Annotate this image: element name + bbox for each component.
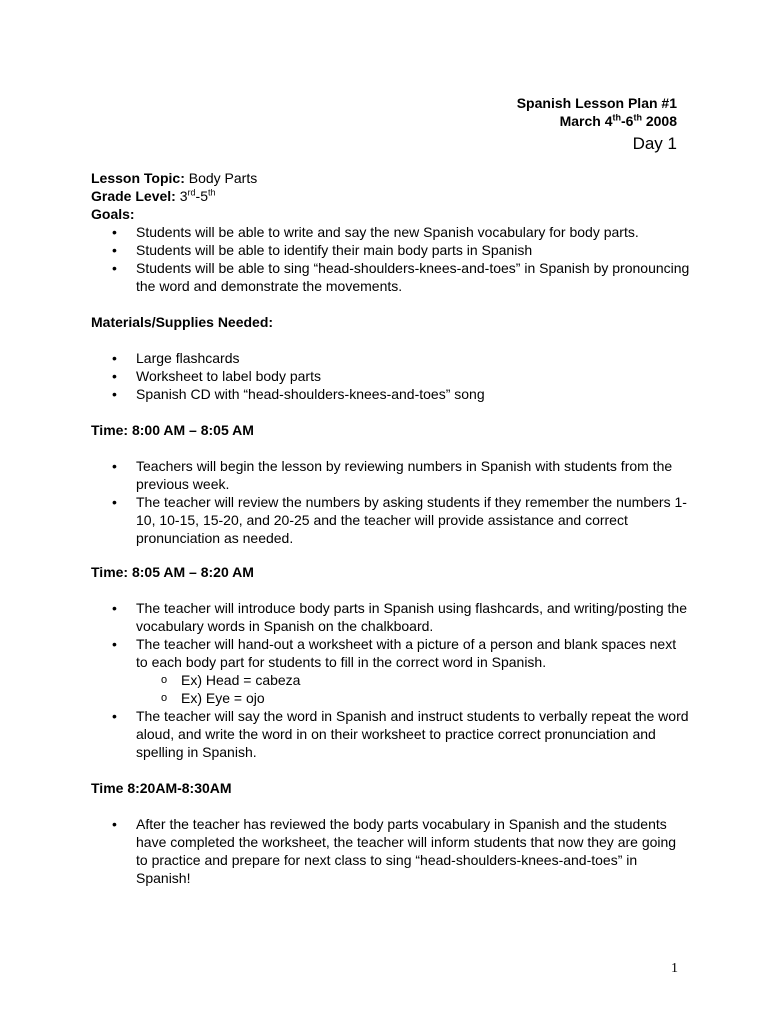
- date-sup-1: th: [612, 112, 621, 123]
- grade-level: [91, 187, 691, 205]
- section-1-list: [91, 457, 691, 547]
- list-item: • Large flashcards: [136, 349, 691, 367]
- list-item: • Students will be able to sing “head-shoulders-knees-and-toes” in Spanish by pronouncing the word and demonstrate the movements.: [136, 259, 691, 295]
- list-item: • Spanish CD with “head-shoulders-knees-and-toes” song: [136, 385, 691, 403]
- grade-value-b: -5: [195, 188, 208, 204]
- list-item: • After the teacher has reviewed the body parts vocabulary in Spanish and the students have completed the worksheet, the teacher will inform students that now they are going to practice and prepare for next class to sing “head-shoulders-knees-and-toes” in Spanish!: [136, 815, 691, 887]
- lesson-topic-value: Body Parts: [184, 170, 258, 186]
- list-item-text: The teacher will hand-out a worksheet with a picture of a person and blank spaces next to each body part for students to fill in the correct word in Spanish.: [136, 636, 677, 670]
- examples-list: [136, 671, 691, 707]
- date-prefix: March 4: [559, 113, 613, 129]
- goals-list: [91, 223, 691, 295]
- date-suffix: 2008: [641, 113, 677, 129]
- lesson-plan-title: Spanish Lesson Plan #1: [516, 95, 677, 111]
- list-item: • The teacher will review the numbers by asking students if they remember the numbers 1-10, 10-15, 15-20, and 20-25 and the teacher will provide assistance and correct pronunciation as needed.: [136, 493, 691, 547]
- document-header: [517, 94, 677, 151]
- lesson-topic: [91, 169, 691, 187]
- lesson-topic-label: Lesson Topic:: [91, 170, 185, 186]
- time-heading-2: Time: 8:05 AM – 8:20 AM: [91, 564, 254, 580]
- page-number: 1: [671, 961, 678, 976]
- date-mid: -6: [621, 113, 634, 129]
- list-item: • Students will be able to write and say the new Spanish vocabulary for body parts.: [136, 223, 691, 241]
- list-item: [136, 635, 691, 707]
- example-item: o Ex) Head = cabeza: [181, 671, 691, 689]
- list-item: • Teachers will begin the lesson by reviewing numbers in Spanish with students from the previous week.: [136, 457, 691, 493]
- materials-list: [91, 349, 691, 403]
- time-heading-3: Time 8:20AM-8:30AM: [91, 780, 232, 796]
- section-3-list: [91, 815, 691, 887]
- grade-sup-b: th: [207, 187, 216, 198]
- list-item: • The teacher will introduce body parts in Spanish using flashcards, and writing/posting the vocabulary words in Spanish on the chalkboard.: [136, 599, 691, 635]
- document-body: [91, 169, 691, 887]
- lesson-date: [517, 112, 677, 130]
- materials-heading: Materials/Supplies Needed:: [91, 314, 274, 330]
- example-item: o Ex) Eye = ojo: [181, 689, 691, 707]
- list-item: • Worksheet to label body parts: [136, 367, 691, 385]
- list-item: • The teacher will say the word in Spanish and instruct students to verbally repeat the word aloud, and write the word in on their worksheet to practice correct pronunciation and spelling in Spanish.: [136, 707, 691, 761]
- list-item: • Students will be able to identify their main body parts in Spanish: [136, 241, 691, 259]
- section-2-list: [91, 599, 691, 761]
- grade-level-label: Grade Level:: [91, 188, 176, 204]
- grade-sup-a: rd: [187, 187, 196, 198]
- goals-heading: Goals:: [91, 206, 135, 222]
- time-heading-1: Time: 8:00 AM – 8:05 AM: [91, 422, 254, 438]
- day-label: Day 1: [632, 134, 677, 153]
- grade-value-a: 3: [175, 188, 188, 204]
- date-sup-2: th: [633, 112, 642, 123]
